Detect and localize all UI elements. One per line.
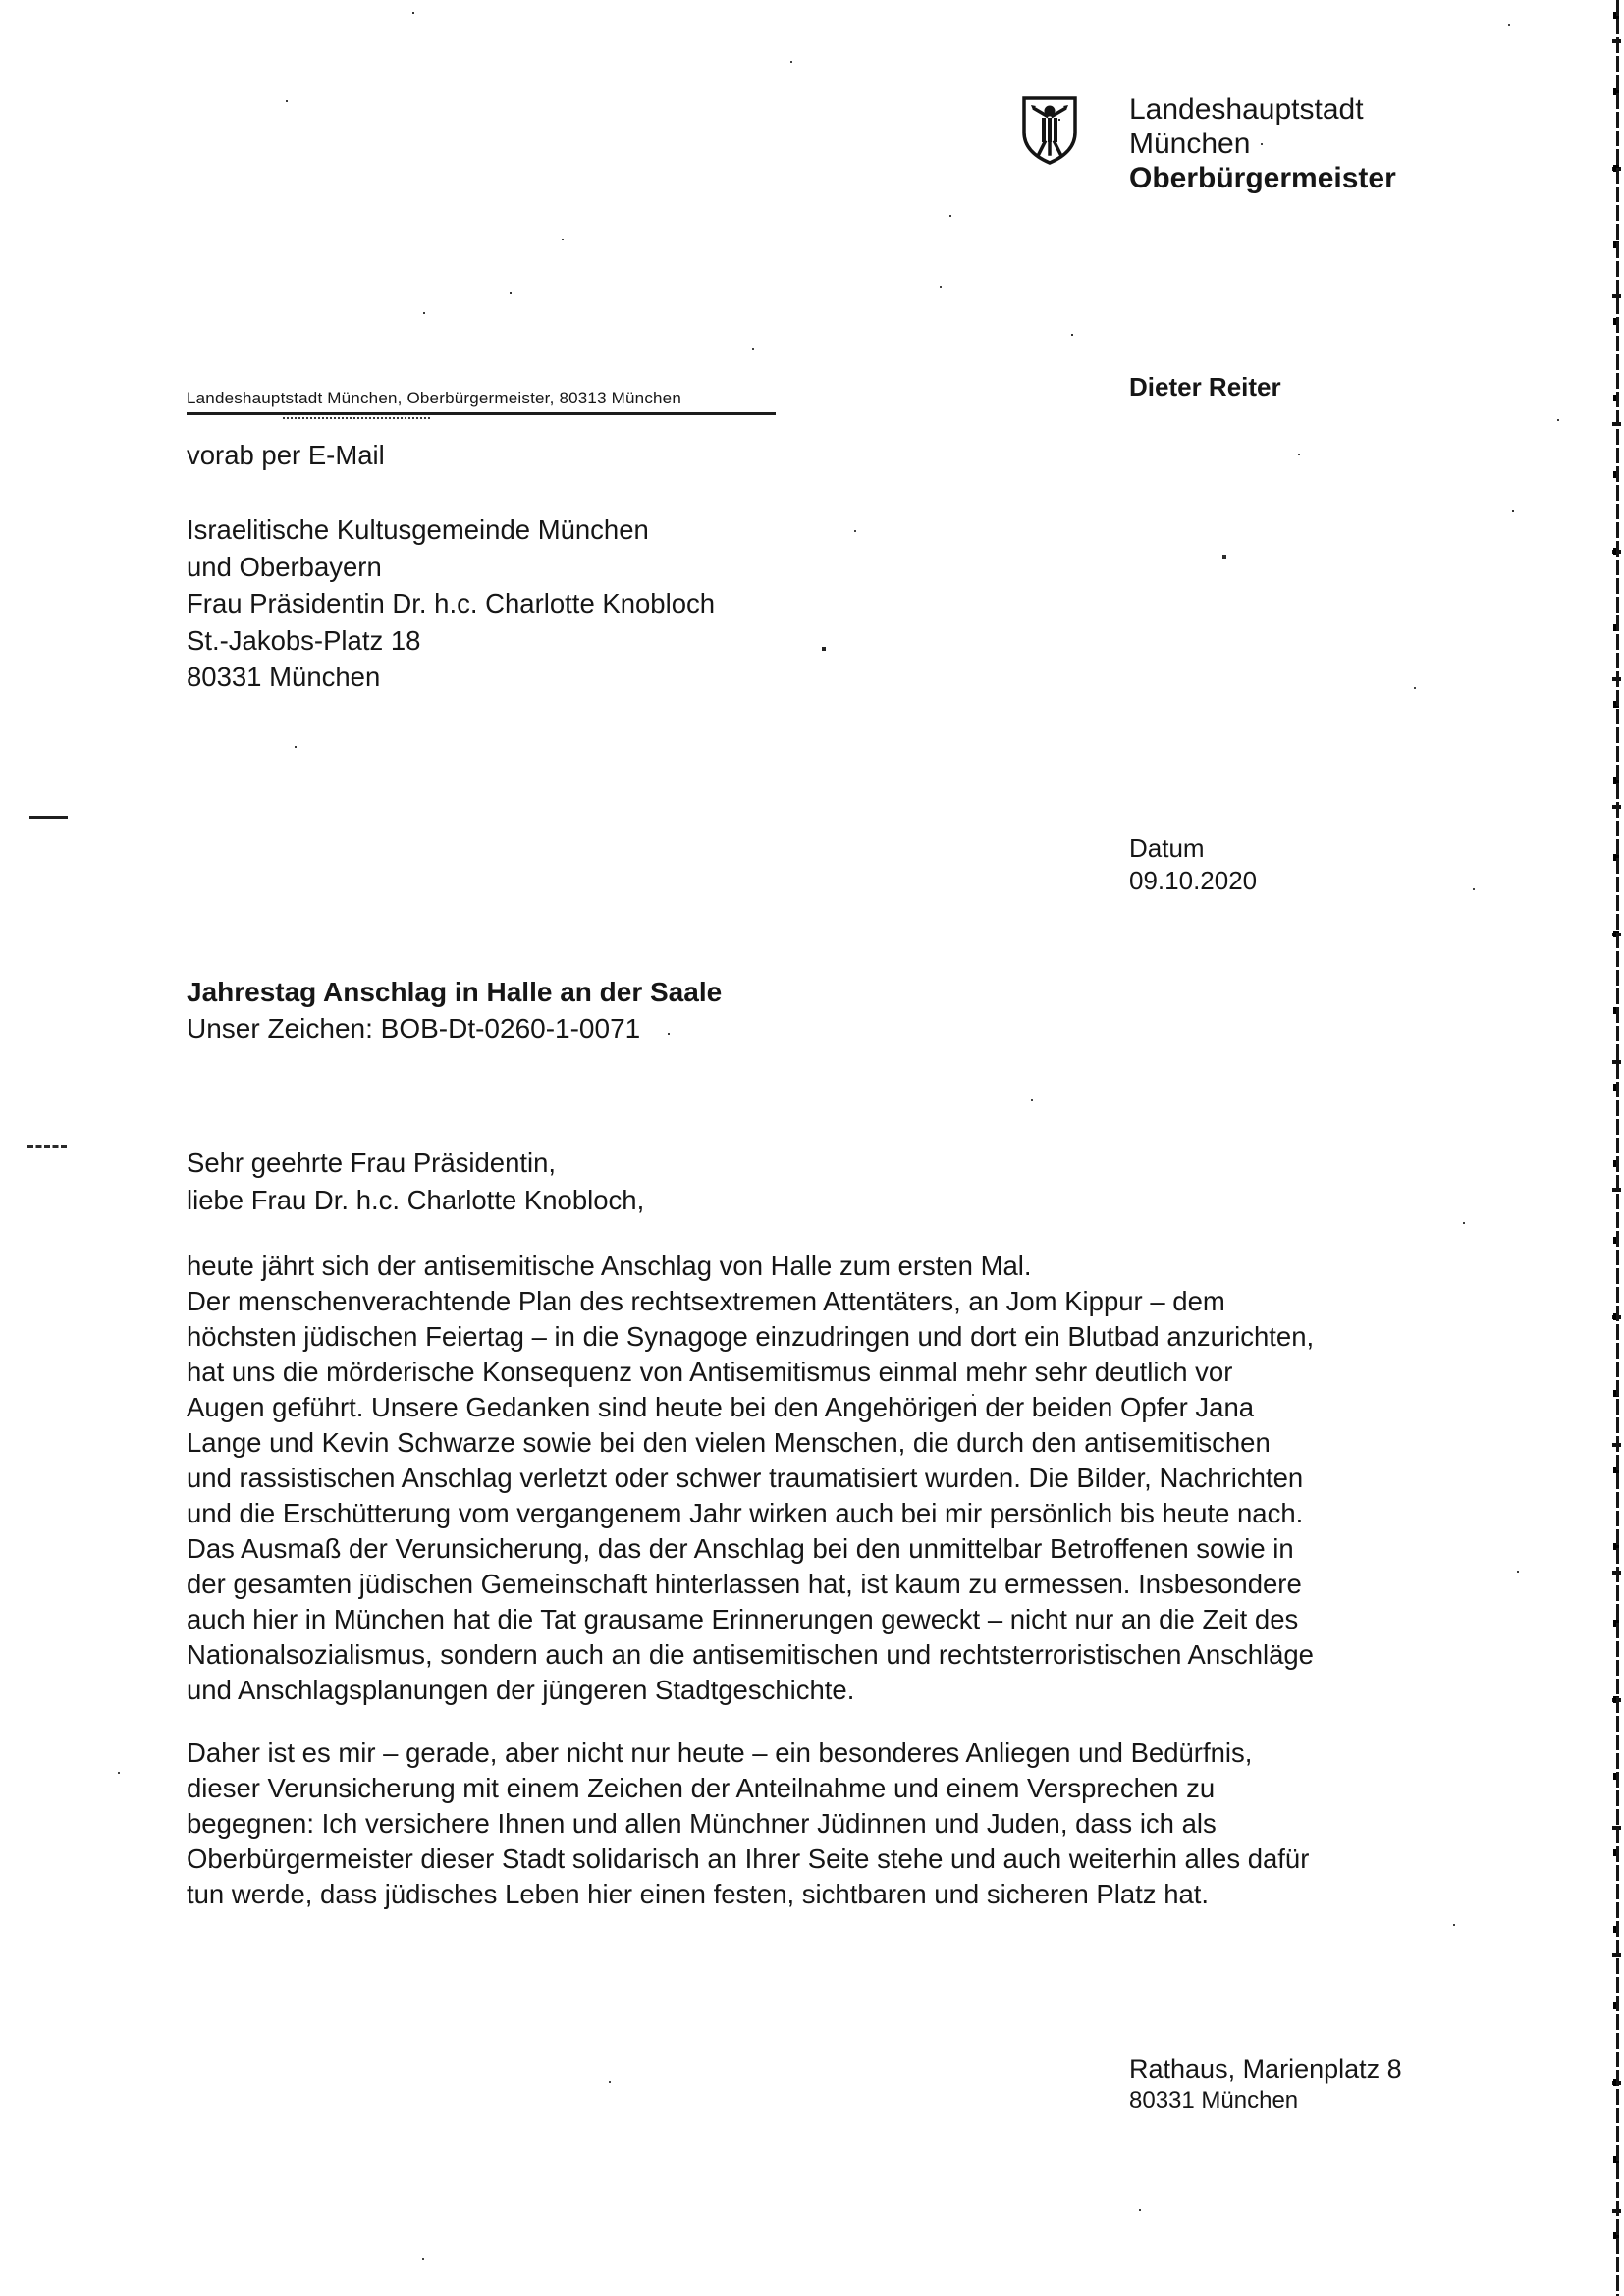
body-line: auch hier in München hat die Tat grausame Erinnerungen geweckt – nicht nur an die Zeit des — [187, 1604, 1299, 1634]
org-line-3: Oberbürgermeister — [1129, 162, 1396, 194]
body-line: Oberbürgermeister dieser Stadt solidarisch an Ihrer Seite stehe und auch weiterhin alles dafür — [187, 1843, 1310, 1874]
signer-name: Dieter Reiter — [1129, 372, 1281, 401]
body-line: hat uns die mörderische Konsequenz von Antisemitismus einmal mehr sehr deutlich vor — [187, 1357, 1233, 1387]
body-line: Augen geführt. Unsere Gedanken sind heute bei den Angehörigen der beiden Opfer Jana — [187, 1392, 1255, 1422]
body-line: und rassistischen Anschlag verletzt oder schwer traumatisiert wurden. Die Bilder, Nachrichten — [187, 1463, 1304, 1493]
body-line: Der menschenverachtende Plan des rechtsextremen Attentäters, an Jom Kippur – dem — [187, 1286, 1225, 1316]
body-line: und Anschlagsplanungen der jüngeren Stadtgeschichte. — [187, 1675, 855, 1705]
date-label: Datum — [1129, 833, 1205, 863]
body-line: und die Erschütterung vom vergangenem Jahr wirken auch bei mir persönlich bis heute nach. — [187, 1498, 1304, 1528]
recipient-line: 80331 München — [187, 662, 381, 692]
org-line-1: Landeshauptstadt — [1129, 93, 1364, 126]
date-value: 09.10.2020 — [1129, 866, 1258, 895]
body-line: Nationalsozialismus, sondern auch an die antisemitischen und rechtsterroristischen Anschläge — [187, 1639, 1314, 1670]
sender-return-address: Landeshauptstadt München, Oberbürgermeister, 80313 München — [187, 389, 681, 407]
subject-reference: Unser Zeichen: BOB-Dt-0260-1-0071 — [187, 1013, 641, 1043]
body-line: Lange und Kevin Schwarze sowie bei den vielen Menschen, die durch den antisemitischen — [187, 1427, 1271, 1458]
delivery-note: vorab per E-Mail — [187, 440, 385, 470]
body-line: heute jährt sich der antisemitische Anschlag von Halle zum ersten Mal. — [187, 1251, 1032, 1281]
sender-underline-dots — [283, 417, 430, 419]
recipient-line: Frau Präsidentin Dr. h.c. Charlotte Knobloch — [187, 588, 716, 618]
scan-edge-artifact — [1612, 0, 1622, 2296]
recipient-line: und Oberbayern — [187, 551, 382, 582]
footer-address-line-1: Rathaus, Marienplatz 8 — [1129, 2055, 1402, 2084]
subject-block — [187, 974, 722, 1046]
subject-title: Jahrestag Anschlag in Halle an der Saale — [187, 977, 723, 1007]
salutation-line: Sehr geehrte Frau Präsidentin, — [187, 1148, 557, 1178]
body-line: tun werde, dass jüdisches Leben hier einen festen, sichtbaren und sicheren Platz hat. — [187, 1879, 1210, 1909]
scan-noise-specks — [0, 0, 2, 2]
city-coat-of-arms-icon — [1021, 95, 1078, 166]
body-line: begegnen: Ich versichere Ihnen und allen Münchner Jüdinnen und Juden, dass ich als — [187, 1808, 1217, 1839]
body-line: der gesamten jüdischen Gemeinschaft hinterlassen hat, ist kaum zu ermessen. Insbesondere — [187, 1569, 1302, 1599]
body-line: höchsten jüdischen Feiertag – in die Synagoge einzudringen und dort ein Blutbad anzurichten, — [187, 1321, 1315, 1352]
body-line: Daher ist es mir – gerade, aber nicht nur heute – ein besonderes Anliegen und Bedürfnis, — [187, 1737, 1253, 1768]
fold-mark-top — [29, 816, 68, 819]
recipient-address-block — [187, 511, 715, 696]
salutation-block — [187, 1145, 644, 1218]
body-paragraph-1 — [187, 1249, 1314, 1708]
recipient-line: St.-Jakobs-Platz 18 — [187, 624, 421, 656]
body-line: Das Ausmaß der Verunsicherung, das der Anschlag bei den unmittelbar Betroffenen sowie in — [187, 1533, 1294, 1564]
footer-address-line-2: 80331 München — [1129, 2087, 1299, 2113]
footer-address-block — [1129, 2054, 1402, 2116]
org-line-2: München — [1129, 128, 1251, 160]
body-line: dieser Verunsicherung mit einem Zeichen der Anteilnahme und einem Versprechen zu — [187, 1773, 1216, 1803]
letterhead-org-block — [1129, 92, 1396, 195]
sender-underline-rule — [187, 412, 776, 415]
body-paragraph-2 — [187, 1735, 1309, 1912]
fold-mark-middle — [27, 1145, 67, 1148]
date-block — [1129, 832, 1257, 897]
salutation-line: liebe Frau Dr. h.c. Charlotte Knobloch, — [187, 1184, 645, 1215]
recipient-line: Israelitische Kultusgemeinde München — [187, 514, 649, 545]
